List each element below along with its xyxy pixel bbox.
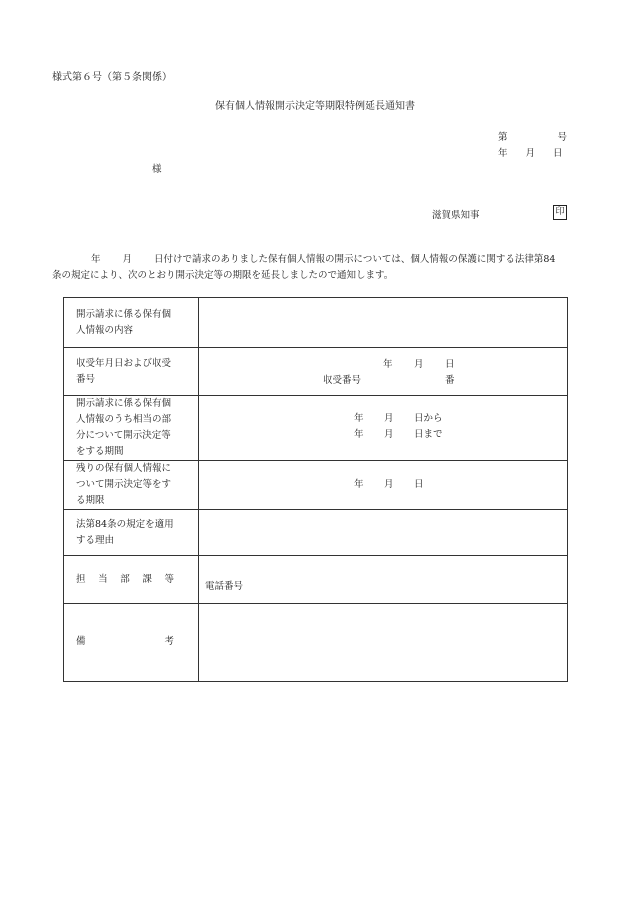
- label-request-content: [64, 298, 199, 348]
- label-line: 収受年月日および収受: [76, 357, 172, 369]
- label-partial-period: [64, 396, 199, 461]
- to-day-label: 日まで: [414, 429, 443, 440]
- label-remaining-deadline: [64, 461, 199, 510]
- table-row-remaining-deadline: [64, 461, 568, 510]
- value-request-content[interactable]: [199, 298, 568, 348]
- label-department-chars: [76, 572, 174, 588]
- seal-mark: 印: [553, 205, 567, 220]
- label-char: 等: [164, 573, 174, 585]
- label-line: 人情報のうち相当の部: [76, 414, 172, 425]
- label-remarks-chars: [76, 634, 174, 650]
- table-row-remarks: [64, 604, 568, 682]
- phone-number-label: 電話番号: [205, 581, 244, 592]
- date-day-label: 日: [553, 148, 563, 159]
- label-line: 人情報の内容: [76, 324, 134, 336]
- label-line: 残りの保有個人情報に: [76, 463, 172, 474]
- date-year-label: 年: [498, 148, 508, 159]
- document-date-line: [498, 145, 563, 159]
- from-month-label: 月: [384, 413, 394, 424]
- label-line: 番号: [76, 373, 96, 385]
- label-receipt: [64, 348, 199, 396]
- receipt-month-label: 月: [414, 359, 424, 370]
- notice-body: [52, 252, 580, 284]
- document-title: 保有個人情報開示決定等期限特例延長通知書: [215, 101, 415, 112]
- label-line: をする期間: [76, 446, 124, 457]
- value-remarks[interactable]: [199, 604, 568, 682]
- label-line: 開示請求に係る保有個: [76, 308, 172, 320]
- label-line: 開示請求に係る保有個: [76, 398, 172, 409]
- label-line: ついて開示決定等をす: [76, 479, 172, 490]
- body-month-label: 月: [122, 254, 133, 265]
- receipt-year-label: 年: [383, 359, 393, 370]
- number-prefix: 第: [498, 132, 508, 143]
- label-line: する理由: [76, 534, 115, 546]
- value-receipt[interactable]: [199, 348, 568, 396]
- number-suffix: 号: [557, 132, 568, 143]
- to-year-label: 年: [354, 429, 364, 440]
- value-partial-period[interactable]: [199, 396, 568, 461]
- table-row-receipt: [64, 348, 568, 396]
- document-number-line: [498, 129, 567, 143]
- addressee-suffix: 様: [152, 164, 162, 175]
- label-char: 担: [76, 573, 86, 585]
- issuer-name: 滋賀県知事: [432, 210, 480, 221]
- label-char: 当: [98, 573, 108, 585]
- table-row-reason: [64, 510, 568, 556]
- label-line: る期限: [76, 495, 105, 506]
- table-row-partial-period: [64, 396, 568, 461]
- table-row-request-content: [64, 298, 568, 348]
- label-char: 課: [142, 573, 152, 585]
- body-line1-text: 日付けで請求のありました保有個人情報の開示については、個人情報の保護に関する法律第84: [154, 254, 556, 265]
- from-day-label: 日から: [414, 413, 443, 424]
- deadline-year-label: 年: [354, 479, 364, 490]
- from-year-label: 年: [354, 413, 364, 424]
- receipt-number-suffix: 番: [445, 375, 455, 386]
- label-reason: [64, 510, 199, 556]
- notice-form-table: [63, 297, 568, 682]
- value-department[interactable]: [199, 556, 568, 604]
- table-row-department: [64, 556, 568, 604]
- value-remaining-deadline[interactable]: [199, 461, 568, 510]
- label-remarks: [64, 604, 199, 682]
- label-line: 分について開示決定等: [76, 430, 171, 441]
- label-char: 部: [120, 573, 130, 585]
- form-number: 様式第６号（第５条関係）: [52, 72, 172, 83]
- value-reason[interactable]: [199, 510, 568, 556]
- label-char: 備: [76, 636, 86, 647]
- label-line: 法第84条の規定を適用: [76, 518, 174, 530]
- to-month-label: 月: [384, 429, 394, 440]
- label-char: 考: [164, 636, 174, 647]
- receipt-number-label: 収受番号: [323, 375, 362, 386]
- notice-body-line-1: [52, 252, 580, 268]
- receipt-day-label: 日: [445, 359, 455, 370]
- body-year-label: 年: [91, 254, 101, 265]
- deadline-day-label: 日: [414, 479, 424, 490]
- notice-body-line-2: 条の規定により、次のとおり開示決定等の期限を延長しましたので通知します。: [52, 270, 394, 281]
- label-department: [64, 556, 199, 604]
- deadline-month-label: 月: [384, 479, 394, 490]
- date-month-label: 月: [525, 148, 536, 159]
